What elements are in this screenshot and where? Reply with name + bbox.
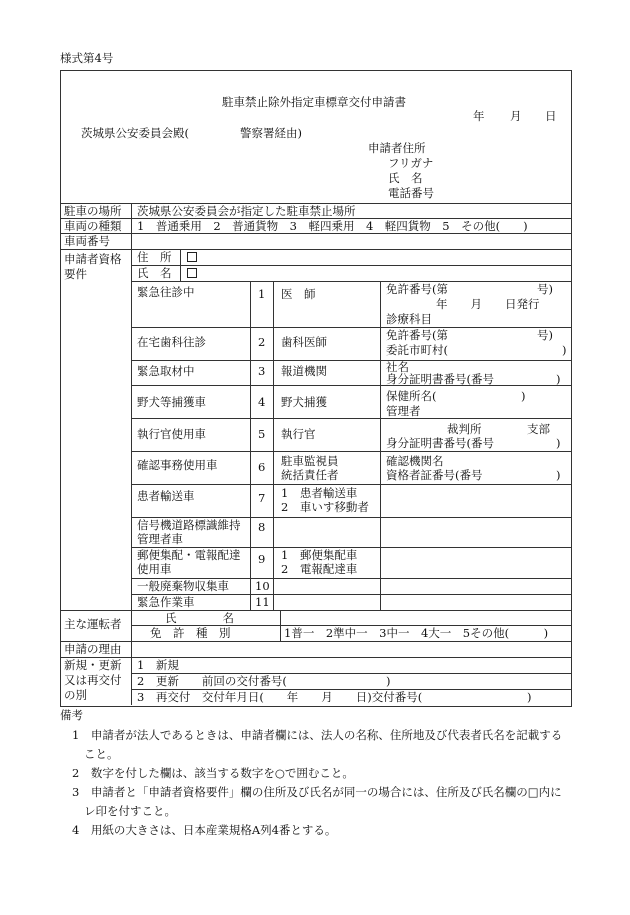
reason-label: 申請の理由 xyxy=(64,642,122,656)
category-detail: 免許番号(第 xyxy=(386,282,448,296)
category-name: 執行官使用車 xyxy=(137,427,206,441)
license-type-label: 免 許 種 別 xyxy=(150,626,231,640)
category-person: 野犬捕獲 xyxy=(281,395,327,409)
category-detail: 社名 xyxy=(386,360,409,374)
parking-place-label: 駐車の場所 xyxy=(64,204,122,218)
req-name-label: 氏 名 xyxy=(137,266,172,280)
addressee: 茨城県公安委員会殿( xyxy=(81,126,189,140)
form-frame xyxy=(60,70,572,707)
req-name-checkbox[interactable] xyxy=(187,267,197,281)
category-detail: ) xyxy=(556,436,561,450)
applicant-furigana-label: フリガナ xyxy=(388,156,434,170)
requirement-label: 申請者資格 xyxy=(64,252,122,266)
category-detail: 免許番号(第 xyxy=(386,328,448,342)
category-number[interactable]: 5 xyxy=(258,427,266,441)
category-name: 一般廃棄物収集車 xyxy=(137,579,229,593)
police-station-via[interactable]: 警察署経由) xyxy=(240,126,302,140)
category-person: 2 電報配達車 xyxy=(281,562,358,576)
category-name: 信号機道路標識維持 xyxy=(137,518,241,532)
category-detail: 身分証明書番号(番号 xyxy=(386,436,494,450)
category-person: 1 郵便集配車 xyxy=(281,548,358,562)
renewal-option-update[interactable]: 2 更新 前回の交付番号( xyxy=(137,674,287,688)
note-line: 3 申請者と「申請者資格要件」欄の住所及び氏名が同一の場合には、住所及び氏名欄の□内に xyxy=(72,785,562,799)
note-line: 4 用紙の大きさは、日本産業規格A列4番とする。 xyxy=(72,823,337,837)
category-number[interactable]: 3 xyxy=(258,364,266,378)
category-detail: 資格者証番号(番号 xyxy=(386,468,483,482)
category-name: 野犬等捕獲車 xyxy=(137,395,206,409)
category-detail: 裁判所 xyxy=(447,422,482,436)
form-number: 様式第4号 xyxy=(60,51,114,65)
category-detail: 確認機関名 xyxy=(386,454,444,468)
category-number[interactable]: 1 xyxy=(258,287,266,301)
category-person: 医 師 xyxy=(281,287,316,301)
category-person: 歯科医師 xyxy=(281,335,327,349)
category-detail: 委託市町村( xyxy=(386,343,448,357)
renewal-option-reissue[interactable]: 3 再交付 交付年月日( 年 月 日)交付番号( xyxy=(137,690,423,704)
req-address-checkbox[interactable] xyxy=(187,251,197,265)
category-person: 報道機関 xyxy=(281,364,327,378)
category-detail: 診療科目 xyxy=(386,312,432,326)
category-number[interactable]: 2 xyxy=(258,335,266,349)
category-number[interactable]: 8 xyxy=(258,520,266,534)
category-detail: 支部 xyxy=(527,422,550,436)
category-name: 管理者車 xyxy=(137,532,183,546)
vehicle-type-label: 車両の種類 xyxy=(64,219,122,233)
category-name: 緊急取材中 xyxy=(137,364,195,378)
applicant-address-label: 申請者住所 xyxy=(368,141,426,155)
category-number[interactable]: 11 xyxy=(255,595,270,609)
category-name: 緊急往診中 xyxy=(137,285,195,299)
applicant-phone-label: 電話番号 xyxy=(388,186,434,200)
category-name: 使用車 xyxy=(137,562,172,576)
category-detail: 号) xyxy=(537,282,553,296)
category-detail: ) xyxy=(562,343,567,357)
category-number[interactable]: 9 xyxy=(258,552,266,566)
note-line: 2 数字を付した欄は、該当する数字を○で囲むこと。 xyxy=(72,766,354,780)
renewal-label: 又は再交付 xyxy=(64,673,122,687)
date-year[interactable]: 年 xyxy=(473,109,485,123)
category-person: 統括責任者 xyxy=(281,468,339,482)
category-name: 在宅歯科往診 xyxy=(137,335,206,349)
renewal-close: ) xyxy=(386,674,391,688)
note-line: 1 申請者が法人であるときは、申請者欄には、法人の名称、住所地及び代表者氏名を記載する xyxy=(72,728,563,742)
date-day[interactable]: 日 xyxy=(545,109,557,123)
category-name: 確認事務使用車 xyxy=(137,458,218,472)
vehicle-type-options[interactable]: 1 普通乗用 2 普通貨物 3 軽四乗用 4 軽四貨物 5 その他( ) xyxy=(137,219,528,233)
note-line: レ印を付すこと。 xyxy=(84,804,176,818)
category-person: 執行官 xyxy=(281,427,316,441)
category-person: 2 車いす移動者 xyxy=(281,500,369,514)
category-detail: 号) xyxy=(537,328,553,342)
renewal-option-new[interactable]: 1 新規 xyxy=(137,658,179,672)
date-month[interactable]: 月 xyxy=(510,109,522,123)
form-title: 駐車禁止除外指定車標章交付申請書 xyxy=(222,95,406,109)
driver-name-label: 氏 名 xyxy=(165,611,234,625)
driver-label: 主な運転者 xyxy=(64,617,122,631)
note-line: こと。 xyxy=(84,747,119,761)
category-number[interactable]: 4 xyxy=(258,395,266,409)
category-person: 1 患者輸送車 xyxy=(281,486,358,500)
applicant-name-label: 氏 名 xyxy=(388,171,423,185)
category-name: 患者輸送車 xyxy=(137,489,195,503)
parking-place-value: 茨城県公安委員会が指定した駐車禁止場所 xyxy=(137,204,356,218)
category-detail: 管理者 xyxy=(386,404,421,418)
renewal-label: の別 xyxy=(64,688,87,702)
category-number[interactable]: 6 xyxy=(258,460,266,474)
category-detail: ) xyxy=(556,468,561,482)
category-detail: ) xyxy=(556,372,561,386)
category-name: 緊急作業車 xyxy=(137,595,195,609)
category-name: 郵便集配・電報配達 xyxy=(137,548,241,562)
requirement-label-2: 要件 xyxy=(64,267,87,281)
category-number[interactable]: 10 xyxy=(255,579,270,593)
category-detail: ) xyxy=(521,389,526,403)
category-detail: 年 月 日発行 xyxy=(436,297,540,311)
category-detail: 身分証明書番号(番号 xyxy=(386,372,494,386)
renewal-close: ) xyxy=(527,690,532,704)
category-detail: 保健所名( xyxy=(386,389,437,403)
category-person: 駐車監視員 xyxy=(281,454,339,468)
req-address-label: 住 所 xyxy=(137,250,172,264)
category-number[interactable]: 7 xyxy=(258,491,266,505)
renewal-label: 新規・更新 xyxy=(64,658,122,672)
vehicle-number-label: 車両番号 xyxy=(64,234,110,248)
license-type-options[interactable]: 1普一 2準中一 3中一 4大一 5その他( ) xyxy=(284,626,549,640)
notes-title: 備考 xyxy=(60,708,83,722)
